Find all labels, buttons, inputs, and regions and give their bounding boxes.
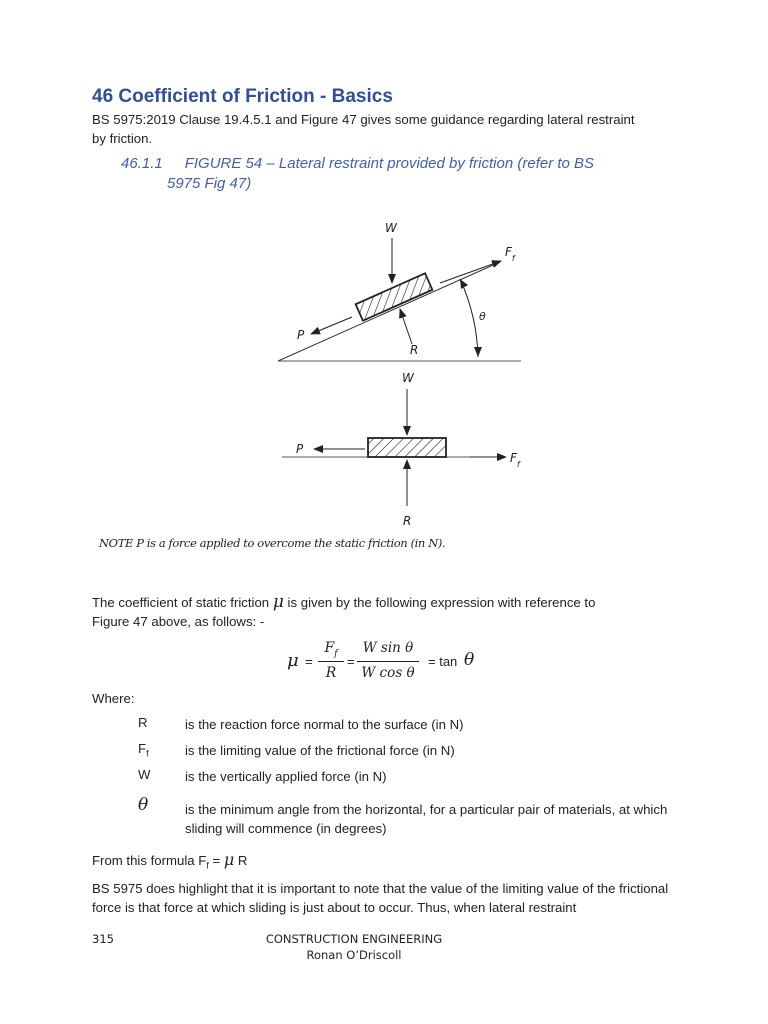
label-ff-incline: $F_f$ [505, 245, 515, 263]
formula-tan: = tan [428, 654, 458, 669]
fraction-bar-2 [357, 661, 419, 662]
flat-block [368, 438, 446, 457]
label-r-incline: R [410, 343, 419, 357]
formula-mu: μ [287, 650, 299, 671]
mu-symbol: μ [272, 592, 284, 612]
definition-symbol: R [138, 715, 148, 730]
definition-symbol: $F_f$ [138, 741, 149, 759]
label-theta: θ [479, 310, 486, 323]
label-w-flat: W [402, 371, 414, 385]
figure-note: NOTE P is a force applied to overcome the static friction (in N). [99, 536, 446, 550]
theta-arrowhead-low [474, 347, 482, 357]
friction-formula [287, 640, 487, 686]
definition-text: is the limiting value of the frictional force (in N) [185, 743, 455, 758]
formula-num1: $F_f$ [324, 640, 338, 659]
footer-title: CONSTRUCTION ENGINEERING [265, 932, 443, 946]
formula-den2: W cos θ [361, 665, 415, 681]
theta-arc [460, 279, 478, 357]
definition-text: is the minimum angle from the horizontal, for a particular pair of materials, at which sliding will commence (in degrees) [185, 802, 668, 836]
definition-symbol: W [138, 767, 151, 782]
definition-text: is the reaction force normal to the surface (in N) [185, 717, 464, 732]
label-r-flat: R [403, 514, 412, 528]
section-heading: 46 Coefficient of Friction - Basics [92, 86, 393, 107]
from-formula-line: From this formula $F_f = \mu$ R [92, 850, 248, 871]
formula-eq2: = [347, 654, 355, 669]
figure-caption [121, 154, 681, 194]
label-p-flat: P [296, 442, 304, 456]
definition-text: is the vertically applied force (in N) [185, 769, 387, 784]
formula-theta: θ [464, 650, 475, 670]
label-ff-flat: $F_f$ [510, 451, 520, 469]
label-w-incline: W [385, 221, 397, 235]
formula-num2: W sin θ [362, 640, 414, 656]
formula-den1: R [325, 665, 337, 681]
figure-number: 46.1.1 [121, 155, 163, 172]
definition-row [0, 715, 768, 737]
figure-caption-line1: FIGURE 54 – Lateral restraint provided by friction (refer to BS [184, 155, 595, 172]
coefficient-paragraph: The coefficient of static friction μ is given by the following expression with reference to Figure 47 above, as follows: - [92, 592, 596, 629]
figure-caption-line2: 5975 Fig 47) [167, 175, 252, 192]
definition-row [0, 741, 768, 763]
fraction-bar-1 [318, 661, 344, 662]
footer-author: Ronan O’Driscoll [306, 948, 402, 962]
ff-arrow-incline [440, 261, 501, 283]
label-p-incline: P [297, 328, 305, 342]
definition-row [0, 767, 768, 789]
incline-line [278, 262, 500, 361]
friction-diagram [260, 205, 560, 535]
p-arrow-incline [311, 317, 352, 334]
intro-paragraph: BS 5975:2019 Clause 19.4.5.1 and Figure 47 gives some guidance regarding lateral restraint by friction. [92, 112, 635, 146]
definition-row [0, 795, 768, 840]
where-label: Where: [92, 691, 135, 706]
definition-symbol-theta: θ [138, 795, 149, 815]
r-arrow-incline [400, 309, 412, 344]
closing-paragraph: BS 5975 does highlight that it is important to note that the value of the limiting value of the frictional force is that force at which sliding is just about to occur. Thus, when lateral restraint [92, 881, 669, 915]
page-number: 315 [92, 932, 114, 946]
formula-eq1: = [305, 654, 313, 669]
